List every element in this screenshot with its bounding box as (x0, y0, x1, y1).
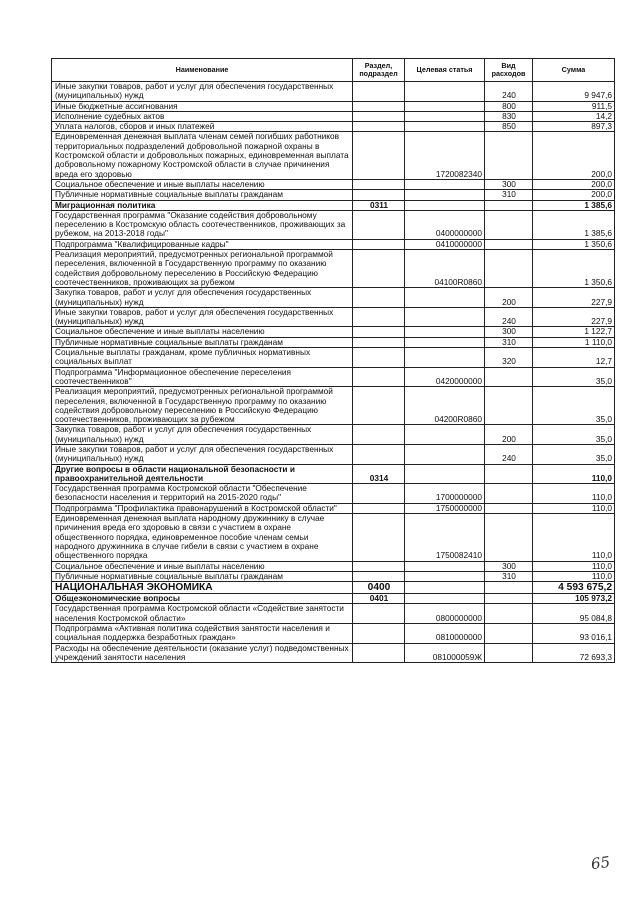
row-target (405, 425, 485, 445)
row-section (353, 327, 405, 337)
row-sum: 200,0 (533, 179, 615, 189)
table-row (52, 239, 615, 249)
table-row (52, 387, 615, 425)
row-target: 1750082410 (405, 514, 485, 561)
table-row (52, 484, 615, 504)
row-kind: 320 (485, 348, 533, 368)
row-name: Социальные выплаты гражданам, кроме публичных нормативных социальных выплат (52, 348, 353, 368)
row-sum: 1 385,6 (533, 210, 615, 239)
row-target: 04100R0860 (405, 250, 485, 288)
row-name: Закупка товаров, работ и услуг для обеспечения государственных (муниципальных) нужд (52, 288, 353, 308)
row-kind (485, 250, 533, 288)
table-row (52, 307, 615, 327)
row-sum: 110,0 (533, 561, 615, 571)
row-section (353, 503, 405, 513)
row-kind: 240 (485, 444, 533, 464)
row-target: 081000059Ж (405, 643, 485, 663)
row-section (353, 514, 405, 561)
row-target: 0420000000 (405, 367, 485, 387)
row-kind: 300 (485, 179, 533, 189)
row-name: Государственная программа Костромской области «Содействие занятости населения Костромской области» (52, 604, 353, 624)
row-kind: 800 (485, 101, 533, 111)
row-section (353, 122, 405, 132)
row-sum: 35,0 (533, 367, 615, 387)
table-body (52, 82, 615, 663)
table-row (52, 367, 615, 387)
row-sum: 105 973,2 (533, 594, 615, 604)
row-target (405, 101, 485, 111)
row-sum: 897,3 (533, 122, 615, 132)
row-sum: 110,0 (533, 464, 615, 484)
table-row (52, 200, 615, 210)
row-sum: 35,0 (533, 444, 615, 464)
row-section (353, 484, 405, 504)
table-row (52, 337, 615, 347)
table-row (52, 594, 615, 604)
row-name: Уплата налогов, сборов и иных платежей (52, 122, 353, 132)
table-row (52, 464, 615, 484)
row-sum: 1 122,7 (533, 327, 615, 337)
row-name: Подпрограмма "Профилактика правонарушений в Костромской области" (52, 503, 353, 513)
table-row (52, 82, 615, 102)
row-target: 0810000000 (405, 624, 485, 644)
row-sum: 14,2 (533, 111, 615, 121)
table-row (52, 190, 615, 200)
row-name: Подпрограмма «Активная политика содействия занятости населения и социальная поддержка безработных граждан» (52, 624, 353, 644)
table-row (52, 122, 615, 132)
row-target (405, 464, 485, 484)
budget-table (51, 58, 615, 663)
header-target: Целевая статья (405, 59, 485, 82)
table-row (52, 643, 615, 663)
row-name: Публичные нормативные социальные выплаты гражданам (52, 337, 353, 347)
row-name: Иные бюджетные ассигнования (52, 101, 353, 111)
row-name: Государственная программа Костромской области "Обеспечение безопасности населения и территорий на 2015-2020 годы" (52, 484, 353, 504)
row-kind (485, 624, 533, 644)
row-section: 0311 (353, 200, 405, 210)
row-target (405, 200, 485, 210)
row-section (353, 101, 405, 111)
row-name: Социальное обеспечение и иные выплаты населению (52, 179, 353, 189)
row-sum: 95 084,8 (533, 604, 615, 624)
row-kind (485, 464, 533, 484)
row-section: 0314 (353, 464, 405, 484)
table-row (52, 250, 615, 288)
row-name: Общеэкономические вопросы (52, 594, 353, 604)
row-section (353, 210, 405, 239)
row-sum: 110,0 (533, 484, 615, 504)
row-kind: 200 (485, 425, 533, 445)
row-kind: 200 (485, 288, 533, 308)
row-kind: 240 (485, 307, 533, 327)
row-name: Социальное обеспечение и иные выплаты населению (52, 327, 353, 337)
table-row (52, 624, 615, 644)
table-row (52, 111, 615, 121)
row-kind (485, 604, 533, 624)
row-name: Иные закупки товаров, работ и услуг для обеспечения государственных (муниципальных) нужд (52, 82, 353, 102)
row-sum: 227,9 (533, 288, 615, 308)
row-sum: 1 350,6 (533, 250, 615, 288)
row-target (405, 179, 485, 189)
row-target (405, 444, 485, 464)
row-section (353, 425, 405, 445)
row-name: Единовременная денежная выплата членам семей погибших работников территориальных подразделений добровольной пожарной охраны в Костромской области и добровольных пожарных, единовременная выплата добровольному пожарному Костромской области в случае причинения вреда его здоровью (52, 132, 353, 179)
row-section: 0401 (353, 594, 405, 604)
header-kind: Вид расходов (485, 59, 533, 82)
row-sum: 227,9 (533, 307, 615, 327)
row-sum: 911,5 (533, 101, 615, 111)
row-target (405, 582, 485, 594)
row-kind (485, 484, 533, 504)
row-kind (485, 210, 533, 239)
table-row (52, 101, 615, 111)
row-name: Исполнение судебных актов (52, 111, 353, 121)
row-section (353, 367, 405, 387)
row-kind: 300 (485, 561, 533, 571)
table-row (52, 503, 615, 513)
row-sum: 93 016,1 (533, 624, 615, 644)
row-name: Расходы на обеспечение деятельности (оказание услуг) подведомственных учреждений занятости населения (52, 643, 353, 663)
row-name: Социальное обеспечение и иные выплаты населению (52, 561, 353, 571)
row-section (353, 132, 405, 179)
row-section (353, 288, 405, 308)
row-section (353, 561, 405, 571)
row-section (353, 190, 405, 200)
row-section (353, 643, 405, 663)
row-kind: 310 (485, 571, 533, 581)
table-row (52, 288, 615, 308)
table-row (52, 132, 615, 179)
row-kind (485, 503, 533, 513)
header-section: Раздел, подраздел (353, 59, 405, 82)
table-row (52, 582, 615, 594)
row-sum: 12,7 (533, 348, 615, 368)
row-kind (485, 594, 533, 604)
row-sum: 4 593 675,2 (533, 582, 615, 594)
row-target: 1720082340 (405, 132, 485, 179)
row-kind (485, 387, 533, 425)
row-sum: 1 110,0 (533, 337, 615, 347)
row-sum: 110,0 (533, 514, 615, 561)
row-sum: 35,0 (533, 425, 615, 445)
table-row (52, 425, 615, 445)
row-kind: 310 (485, 337, 533, 347)
row-target (405, 288, 485, 308)
table-row (52, 604, 615, 624)
row-target: 0800000000 (405, 604, 485, 624)
row-section (353, 444, 405, 464)
row-sum: 110,0 (533, 571, 615, 581)
row-sum: 1 350,6 (533, 239, 615, 249)
row-name: Реализация мероприятий, предусмотренных региональной программой переселения, включенной в Государственную программу по оказанию содействия добровольному переселению в Российскую Федерацию соотечественников, проживающих за рубежом (52, 250, 353, 288)
row-name: НАЦИОНАЛЬНАЯ ЭКОНОМИКА (52, 582, 353, 594)
table-row (52, 179, 615, 189)
row-section (353, 239, 405, 249)
row-sum: 110,0 (533, 503, 615, 513)
row-sum: 1 385,6 (533, 200, 615, 210)
row-target (405, 190, 485, 200)
table-row (52, 327, 615, 337)
row-section (353, 82, 405, 102)
row-target (405, 82, 485, 102)
row-section: 0400 (353, 582, 405, 594)
row-name: Государственная программа "Оказание содействия добровольному переселению в Костромскую область соотечественников, проживающих за рубежом, на 2013-2018 годы" (52, 210, 353, 239)
row-name: Подпрограмма "Информационное обеспечение переселения соотечественников" (52, 367, 353, 387)
table-header-row (52, 59, 615, 82)
row-target: 0400000000 (405, 210, 485, 239)
row-name: Миграционная политика (52, 200, 353, 210)
row-target: 04200R0860 (405, 387, 485, 425)
row-section (353, 624, 405, 644)
row-sum: 200,0 (533, 190, 615, 200)
row-kind: 240 (485, 82, 533, 102)
table-row (52, 210, 615, 239)
header-sum: Сумма (533, 59, 615, 82)
row-section (353, 387, 405, 425)
row-kind: 300 (485, 327, 533, 337)
row-name: Публичные нормативные социальные выплаты гражданам (52, 190, 353, 200)
row-kind: 850 (485, 122, 533, 132)
table-row (52, 561, 615, 571)
row-target (405, 594, 485, 604)
row-target: 1750000000 (405, 503, 485, 513)
row-section (353, 337, 405, 347)
row-kind (485, 200, 533, 210)
row-section (353, 179, 405, 189)
row-kind: 830 (485, 111, 533, 121)
row-sum: 9 947,6 (533, 82, 615, 102)
row-section (353, 604, 405, 624)
row-section (353, 307, 405, 327)
row-name: Иные закупки товаров, работ и услуг для обеспечения государственных (муниципальных) нужд (52, 444, 353, 464)
row-name: Закупка товаров, работ и услуг для обеспечения государственных (муниципальных) нужд (52, 425, 353, 445)
table-row (52, 514, 615, 561)
row-target: 1700000000 (405, 484, 485, 504)
table-row (52, 444, 615, 464)
row-target: 0410000000 (405, 239, 485, 249)
page-number: 65 (589, 852, 612, 874)
row-target (405, 111, 485, 121)
row-kind (485, 132, 533, 179)
row-name: Иные закупки товаров, работ и услуг для обеспечения государственных (муниципальных) нужд (52, 307, 353, 327)
row-kind (485, 239, 533, 249)
row-section (353, 111, 405, 121)
row-name: Другие вопросы в области национальной безопасности и правоохранительной деятельности (52, 464, 353, 484)
row-name: Реализация мероприятий, предусмотренных региональной программой переселения, включенной в Государственную программу по оказанию содействия добровольному переселению в Российскую Федерацию соотечественников, проживающих за рубежом (52, 387, 353, 425)
row-kind (485, 367, 533, 387)
row-sum: 72 693,3 (533, 643, 615, 663)
row-section (353, 348, 405, 368)
row-target (405, 122, 485, 132)
row-target (405, 348, 485, 368)
row-target (405, 561, 485, 571)
row-target (405, 307, 485, 327)
row-section (353, 571, 405, 581)
row-kind: 310 (485, 190, 533, 200)
row-target (405, 571, 485, 581)
row-kind (485, 514, 533, 561)
row-target (405, 337, 485, 347)
row-kind (485, 643, 533, 663)
row-name: Публичные нормативные социальные выплаты гражданам (52, 571, 353, 581)
row-sum: 35,0 (533, 387, 615, 425)
header-name: Наименование (52, 59, 353, 82)
row-sum: 200,0 (533, 132, 615, 179)
table-row (52, 348, 615, 368)
row-section (353, 250, 405, 288)
row-target (405, 327, 485, 337)
row-name: Единовременная денежная выплата народному дружиннику в случае причинения вреда его здоровью в связи с участием в охране общественного порядка, единовременное пособие членам семьи народного дружинника в случае гибели в связи с участием в охране общественного порядка (52, 514, 353, 561)
row-kind (485, 582, 533, 594)
table-row (52, 571, 615, 581)
row-name: Подпрограмма "Квалифицированные кадры" (52, 239, 353, 249)
